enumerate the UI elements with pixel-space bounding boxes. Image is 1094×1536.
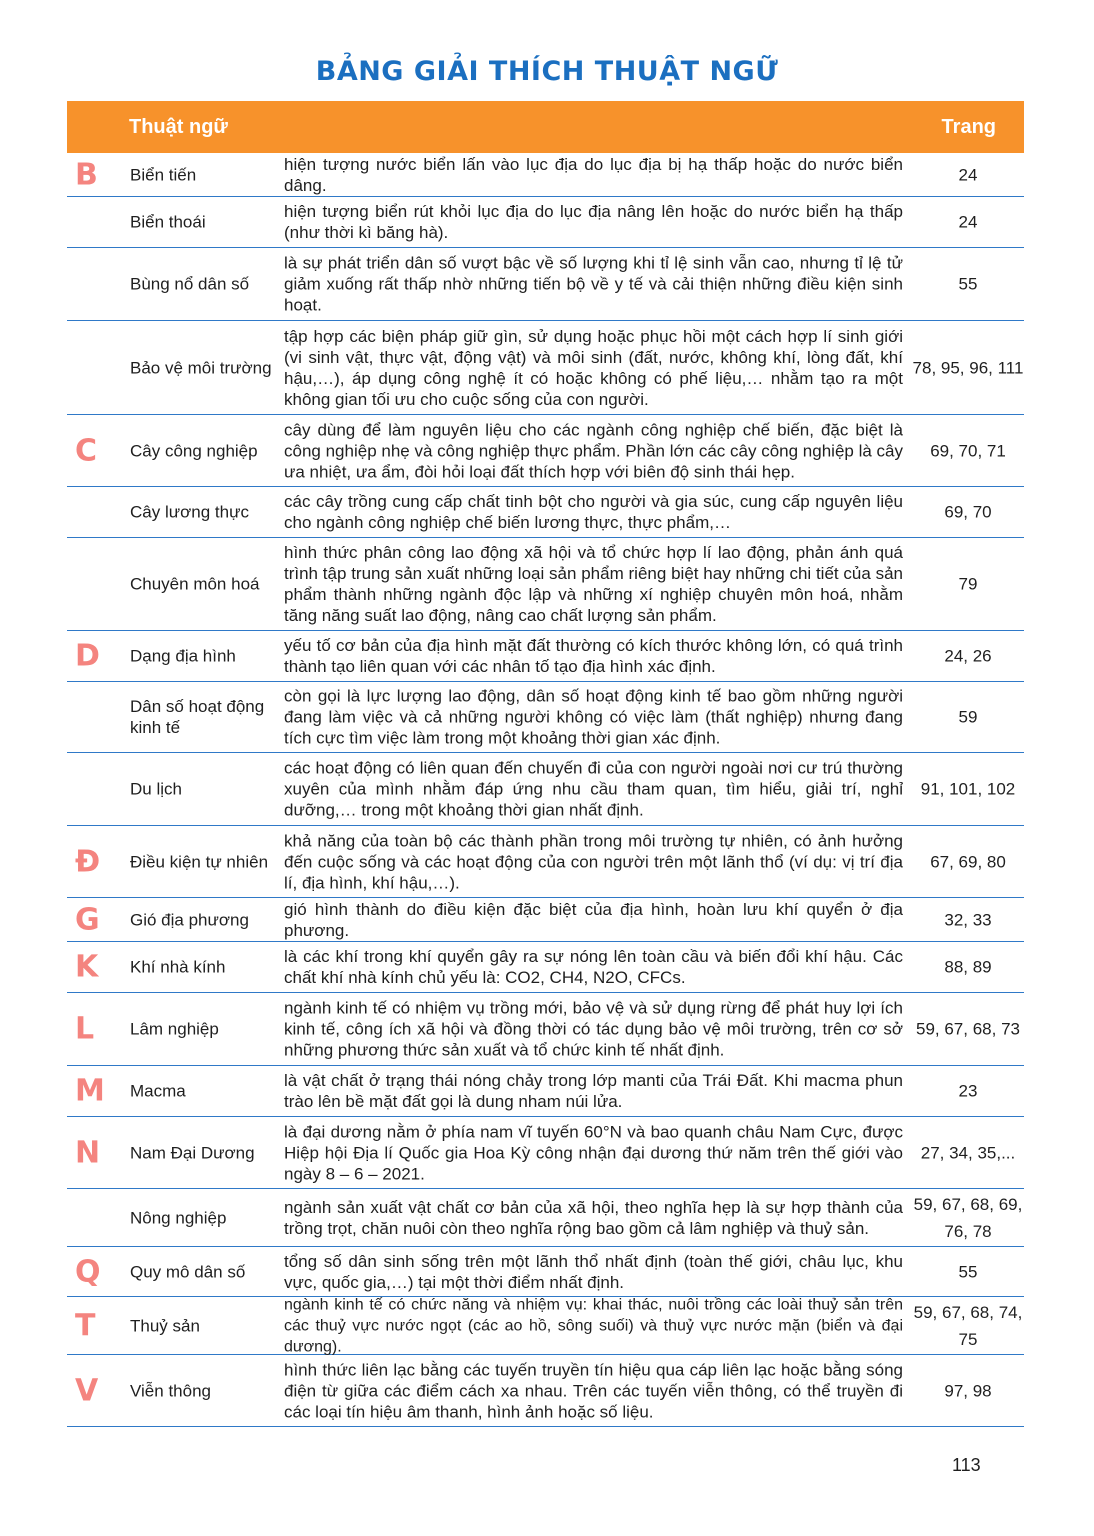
term-name: Bùng nổ dân số [130,274,250,294]
term-definition: các cây trồng cung cấp chất tinh bột cho người và gia súc, cung cấp nguyên liệu cho ngành công nghiệp chế biến lương thực, thực phẩm,… [284,492,903,532]
term-pages: 91, 101, 102 [920,779,1016,799]
term-pages: 24 [958,212,978,232]
page-number: 113 [952,1455,981,1475]
table-row [67,415,1024,487]
table-row [67,631,1024,682]
term-pages: 59, 67, 68, 74, 75 [913,1302,1023,1349]
table-row [67,826,1024,898]
term-pages: 97, 98 [944,1381,992,1400]
table-row [67,942,1024,993]
header-page-label: Trang [941,116,996,138]
term-name: Macma [130,1081,186,1101]
term-definition: còn gọi là lực lượng lao động, dân số hoạt động kinh tế bao gồm những người đang làm việc và cả những người không có việc làm (thất nghiệp) nhưng đang tích cực tìm việc làm trong một khoảng thời gian xác định. [284,686,903,748]
term-definition: là sự phát triển dân số vượt bậc về số lượng khi tỉ lệ sinh vẫn cao, nhưng tỉ lệ tử giảm xuống rất thấp nhờ những tiến bộ về y tế và cải thiện những điều kiện sinh hoạt. [284,253,903,315]
term-definition: là đại dương nằm ở phía nam vĩ tuyến 60°N và bao quanh châu Nam Cực, được Hiệp hội Địa lí Quốc gia Hoa Kỳ công nhận đại dương thứ năm trên thế giới vào ngày 8 – 6 – 2021. [284,1122,903,1183]
table-row [67,1117,1024,1189]
term-pages: 24, 26 [944,646,992,666]
term-name: Chuyên môn hoá [130,574,260,594]
term-definition: cây dùng để làm nguyên liệu cho các ngành công nghiệp chế biến, đặc biệt là công nghiệp nhẹ và công nghiệp thực phẩm. Phần lớn các cây công nghiệp là cây ưa nhiệt, ưa ẩm, đòi hỏi loại đất thích hợp với biên độ sinh thái hẹp. [284,420,903,481]
term-pages: 23 [958,1081,978,1101]
glossary-table [67,153,1024,1427]
term-definition: ngành sản xuất vật chất cơ bản của xã hội, theo nghĩa hẹp là sự hợp thành của trồng trọt, chăn nuôi còn theo nghĩa rộng bao gồm cả lâm nghiệp và thuỷ sản. [284,1197,903,1238]
term-definition: khả năng của toàn bộ các thành phần trong môi trường tự nhiên, có ảnh hưởng đến cuộc sống và các hoạt động của con người trên một lãnh thổ (ví dụ: vị trí địa lí, địa hình, khí hậu,…). [284,831,903,892]
term-pages: 59, 67, 68, 69, 76, 78 [913,1194,1023,1241]
term-definition: tập hợp các biện pháp giữ gìn, sử dụng hoặc phục hồi một cách hợp lí sinh giới (vi sinh vật, thực vật, động vật) và môi sinh (đất, nước, không khí, lòng đất, khí hậu,…), áp dụng công nghệ ít có hoặc không có phế liệu,… nhằm tạo ra một không gian tối ưu cho cuộc sống của con người. [284,326,903,409]
section-letter: G [75,902,100,937]
term-pages: 67, 69, 80 [930,852,1006,871]
term-pages: 55 [958,1262,978,1281]
term-name: Thuỷ sản [130,1316,200,1335]
term-pages: 32, 33 [944,910,992,929]
section-letter: M [75,1073,105,1109]
term-pages: 78, 95, 96, 111 [912,358,1024,377]
section-letter: V [75,1373,99,1408]
term-definition: ngành kinh tế có nhiệm vụ trồng mới, bảo vệ và sử dụng rừng để phát huy lợi ích kinh tế, công ích xã hội và đồng thời có tác dụng bảo vệ môi trường, trên cơ sở những phương thức sản xuất và tổ chức kinh tế nhất định. [284,998,903,1060]
table-row [67,993,1024,1066]
term-pages: 55 [958,274,978,294]
table-row [67,197,1024,248]
term-definition: hình thức liên lạc bằng các tuyến truyền tín hiệu qua cáp liên lạc hoặc bằng sóng điện từ giữa các điểm cách xa nhau. Trên các tuyến viễn thông, có thể truyền đi các loại tín hiệu âm thanh, hình ảnh hoặc số liệu. [284,1360,903,1421]
table-row [67,1189,1024,1247]
term-definition: tổng số dân sinh sống trên một lãnh thổ nhất định (toàn thế giới, châu lục, khu vực, quốc gia,…) tại một thời điểm nhất định. [284,1251,903,1292]
table-row [67,538,1024,631]
page-title: BẢNG GIẢI THÍCH THUẬT NGỮ [315,56,779,87]
term-pages: 59 [958,707,978,727]
table-row [67,1066,1024,1117]
term-name: Gió địa phương [130,910,249,929]
term-definition: hiện tượng nước biển lấn vào lục địa do lục địa bị hạ thấp hoặc do nước biển dâng. [284,154,903,195]
term-name: Lâm nghiệp [130,1019,219,1039]
section-letter: N [75,1135,101,1170]
term-name: Cây lương thực [130,502,249,522]
term-name: Điều kiện tự nhiên [130,852,269,871]
term-name: Biển thoái [130,212,206,232]
term-definition: hình thức phân công lao động xã hội và tổ chức hợp lí lao động, phản ánh quá trình tập trung sản xuất những loại sản phẩm riêng biệt hay những chi tiết của sản phẩm thành những ngành độc lập và những xí nghiệp chuyên môn hoá, nhằm tăng năng suất lao động, nâng cao chất lượng sản phẩm. [284,543,903,625]
term-pages: 59, 67, 68, 73 [916,1019,1020,1039]
table-row [67,153,1024,197]
section-letter: D [75,638,100,674]
header-term-label: Thuật ngữ [129,116,228,138]
term-pages: 24 [958,165,978,184]
section-letter: K [75,949,99,985]
term-pages: 27, 34, 35,... [920,1143,1016,1162]
term-definition: là các khí trong khí quyển gây ra sự nóng lên toàn cầu và biến đổi khí hậu. Các chất khí nhà kính chủ yếu là: CO2, CH4, N2O, CFCs. [284,947,903,987]
term-name: Khí nhà kính [130,957,226,977]
section-letter: Đ [75,844,101,879]
table-row [67,1297,1024,1355]
table-row [67,248,1024,321]
table-row [67,321,1024,415]
term-definition: ngành kinh tế có chức năng và nhiệm vụ: khai thác, nuôi trồng các loài thuỷ sản trên các thuỷ vực nước ngọt (các ao hồ, sông suối) và thuỷ vực nước mặn (biển và đại dương). [284,1296,903,1355]
table-row [67,753,1024,826]
term-pages: 79 [958,574,978,594]
term-name: Dạng địa hình [130,646,236,666]
term-name: Quy mô dân số [130,1262,246,1281]
section-letter: Q [75,1254,101,1289]
section-letter: L [75,1011,95,1047]
table-row [67,1247,1024,1297]
table-header [67,101,1024,153]
section-letter: T [75,1308,96,1343]
term-name: Nông nghiệp [130,1208,227,1227]
term-definition: hiện tượng biển rút khỏi lục địa do lục địa nâng lên hoặc do nước biển hạ thấp (như thời kì băng hà). [284,202,903,242]
term-pages: 88, 89 [944,957,992,977]
term-definition: gió hình thành do điều kiện đặc biệt của địa hình, hoàn lưu khí quyển ở địa phương. [284,899,903,940]
table-row [67,898,1024,942]
table-row [67,487,1024,538]
term-name: Du lịch [130,779,182,799]
term-definition: là vật chất ở trạng thái nóng chảy trong lớp manti của Trái Đất. Khi macma phun trào lên bề mặt đất gọi là dung nham núi lửa. [284,1071,903,1111]
term-name: Cây công nghiệp [130,441,258,460]
term-name: Viễn thông [130,1381,211,1400]
section-letter: C [75,433,98,468]
table-row [67,682,1024,753]
term-name: Nam Đại Dương [130,1143,255,1162]
term-name: Bảo vệ môi trường [130,358,272,377]
term-name: Dân số hoạt động kinh tế [130,697,265,737]
term-pages: 69, 70, 71 [930,441,1006,460]
section-letter: B [75,157,98,192]
term-definition: các hoạt động có liên quan đến chuyến đi của con người ngoài nơi cư trú thường xuyên của mình nhằm đáp ứng nhu cầu tham quan, tìm hiểu, giải trí, nghỉ dưỡng,… trong một khoảng thời gian nhất định. [284,758,903,820]
table-row [67,1355,1024,1427]
term-definition: yếu tố cơ bản của địa hình mặt đất thường có kích thước không lớn, có quá trình thành tạo liên quan với các nhân tố tạo địa hình xác định. [284,636,903,676]
term-name: Biển tiến [130,165,197,184]
term-pages: 69, 70 [944,502,992,522]
